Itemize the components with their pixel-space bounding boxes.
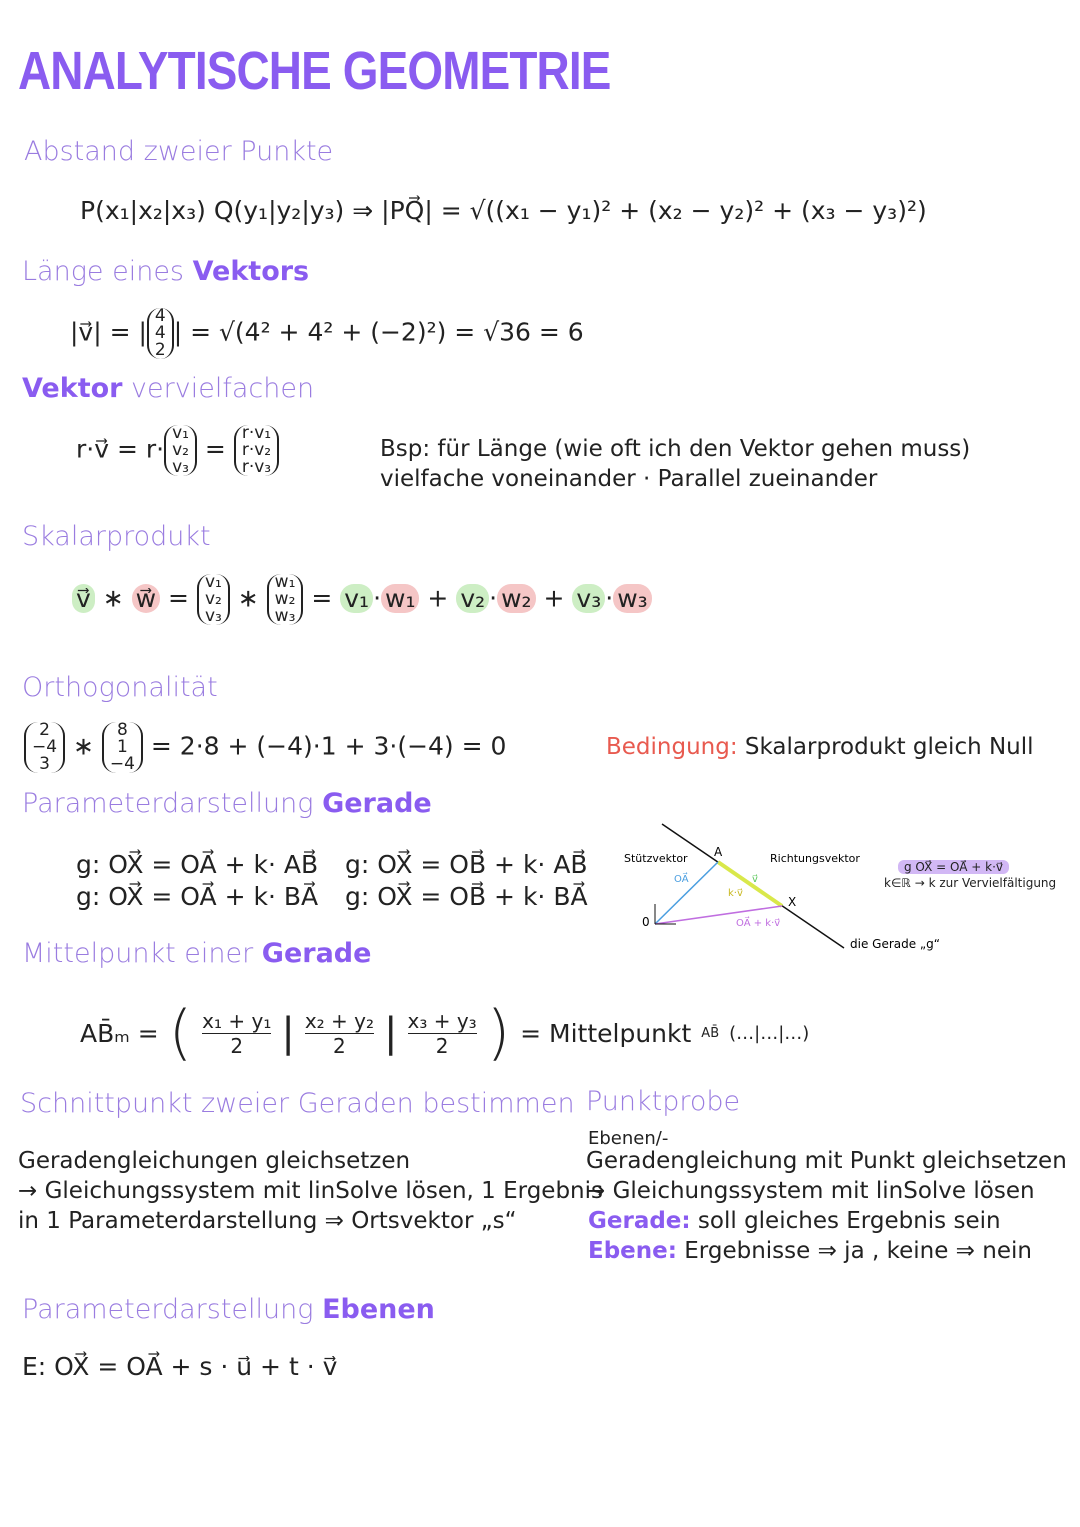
op: = [160, 583, 197, 613]
label-kv: k·v⃗ [728, 888, 743, 899]
label-v: v⃗ [752, 874, 758, 885]
fraction [408, 1009, 477, 1058]
vector [164, 425, 197, 476]
heading-text: Parameterdarstellung [22, 788, 323, 819]
heading-text: Länge eines [22, 256, 193, 287]
note-vielfache: vielfache voneinander · Parallel zueinander [380, 466, 878, 492]
schnitt-line: Geradengleichungen gleichsetzen [18, 1148, 411, 1174]
label-oa: OA⃗ [674, 874, 689, 885]
label-gerade: Gerade: [588, 1208, 691, 1234]
op: ∗ [229, 583, 267, 613]
heading-laenge [22, 256, 309, 287]
vec-entry: w₃ [274, 606, 296, 626]
formula-ebene: E: OX⃗ = OA⃗ + s · u⃗ + t · v⃗ [22, 1352, 338, 1381]
vec-entry: v₃ [172, 457, 189, 477]
fraction [202, 1009, 271, 1058]
denominator: 2 [333, 1033, 346, 1058]
vec-entry: w₂ [274, 589, 296, 609]
label-sum: OA⃗ + k·v⃗ [736, 918, 781, 929]
page-title: ANALYTISCHE GEOMETRIE [18, 41, 611, 101]
heading-bold: Ebenen [322, 1294, 435, 1325]
formula-abstand: P(x₁|x₂|x₃) Q(y₁|y₂|y₃) ⇒ |PQ⃗| = √((x₁ − y₁)² + (x₂ − y₂)² + (x₃ − y₃)²) [80, 196, 927, 225]
oa-arrow [655, 862, 718, 924]
vec-entry: −4 [109, 754, 135, 774]
probe-line: Ebenen/- [588, 1128, 669, 1149]
vec-entry: r·v₃ [241, 457, 272, 477]
vector-w: w⃗ [132, 584, 160, 613]
vec-entry: v₁ [172, 423, 189, 443]
probe-line: → Gleichungssystem mit linSolve lösen [586, 1178, 1035, 1204]
heading-schnitt: Schnittpunkt zweier Geraden bestimmen [20, 1088, 575, 1119]
heading-abstand: Abstand zweier Punkte [24, 136, 334, 167]
text-ebene: Ergebnisse ⇒ ja , keine ⇒ nein [676, 1238, 1032, 1264]
gerade-eq: g: OX⃗ = OA⃗ + k· BA⃗ [76, 882, 319, 911]
vec-entry: 8 [117, 720, 128, 740]
def-formula: g OX⃗ = OA⃗ + k·v⃗ [898, 860, 1009, 874]
formula-mittel [80, 998, 809, 1068]
heading-ortho: Orthogonalität [22, 672, 218, 703]
heading-ebenen [22, 1294, 435, 1325]
diagram-def [898, 860, 1009, 874]
heading-text: Mittelpunkt einer [22, 938, 262, 969]
formula-laenge [70, 308, 584, 359]
vec-entry: −4 [32, 737, 58, 757]
formula-part: |v⃗| = | [70, 317, 147, 347]
separator: | [384, 1010, 398, 1056]
paren: ) [486, 998, 511, 1068]
vec-entry: r·v₂ [241, 440, 272, 460]
formula-skalar: v⃗ ∗ w⃗ = v₁ v₂ v₃ ∗ w₁ w₂ w₃ = v₁ · w₁ + v₂ · w₂ + v₃ · w₃ [72, 574, 652, 625]
formula-vervielfachen [76, 425, 279, 476]
vec-entry: r·v₁ [241, 423, 272, 443]
denominator: 2 [230, 1033, 244, 1058]
formula-part: = [196, 434, 234, 464]
label-stuetz: Stützvektor [624, 852, 688, 865]
label-x: X [788, 895, 797, 909]
label-ebene: Ebene: [588, 1238, 677, 1264]
vec-entry: v₂ [172, 440, 189, 460]
gerade-eq: g: OX⃗ = OA⃗ + k· AB⃗ [76, 850, 319, 879]
vec-entry: 2 [39, 720, 50, 740]
heading-text: vervielfachen [122, 373, 315, 404]
vec-entry: 1 [117, 737, 128, 757]
gerade-diagram [610, 820, 1050, 960]
vector [24, 722, 65, 773]
formula-ortho: 2 −4 3 ∗ 8 1 −4 = 2·8 + (−4)·1 + 3·(−4) = 0 [24, 722, 506, 773]
term: v₃ [572, 584, 605, 613]
heading-gerade [22, 788, 432, 819]
schnitt-line: in 1 Parameterdarstellung ⇒ Ortsvektor „s“ [18, 1208, 517, 1234]
formula-part: = Mittelpunkt [520, 1018, 692, 1048]
term: w₂ [497, 584, 535, 613]
diagram-k-note: k∈ℝ → k zur Vervielfältigung [884, 876, 1057, 890]
term: v₁ [340, 584, 373, 613]
vec-entry: 2 [154, 340, 166, 360]
heading-bold: Vektor [22, 373, 123, 404]
k-v-segment [718, 862, 782, 906]
vector [102, 722, 143, 773]
heading-text: Parameterdarstellung [22, 1294, 323, 1325]
heading-bold: Gerade [322, 788, 432, 819]
paren: ( [168, 998, 193, 1068]
vector [267, 574, 304, 625]
vector-v: v⃗ [72, 584, 95, 613]
heading-skalar: Skalarprodukt [22, 521, 211, 552]
label-a: A [714, 845, 723, 859]
vec-entry: 4 [154, 323, 166, 343]
bedingung [606, 734, 1034, 760]
vec-entry: v₁ [204, 572, 222, 592]
formula-part: | = √(4² + 4² + (−2)²) = √36 = 6 [173, 317, 584, 347]
numerator: x₂ + y₂ [304, 1008, 375, 1033]
formula-part: (…|…|…) [729, 1022, 810, 1044]
fraction [305, 1009, 374, 1058]
probe-ebene [588, 1238, 1032, 1264]
op: ∗ [94, 583, 132, 613]
schnitt-line: → Gleichungssystem mit linSolve lösen, 1 Ergebnis [18, 1178, 603, 1204]
text-gerade: soll gleiches Ergebnis sein [690, 1208, 1001, 1234]
heading-bold: Gerade [261, 938, 372, 969]
label-gerade-g: die Gerade „g“ [850, 937, 940, 951]
heading-vervielfachen [22, 373, 314, 404]
vector [147, 308, 174, 359]
label-richtung: Richtungsvektor [770, 852, 860, 865]
vec-entry: v₃ [204, 606, 222, 626]
vec-entry: 4 [154, 306, 166, 326]
heading-probe: Punktprobe [586, 1086, 741, 1117]
subscript: AB̄ [701, 1025, 720, 1041]
probe-line: Geradengleichung mit Punkt gleichsetzen [586, 1148, 1067, 1174]
formula-part: r·v⃗ = r· [76, 434, 165, 464]
vec-entry: 3 [39, 754, 50, 774]
numerator: x₃ + y₃ [407, 1008, 477, 1033]
term: w₁ [381, 584, 419, 613]
term: v₂ [456, 584, 489, 613]
bedingung-label: Bedingung: [606, 734, 738, 760]
term: w₃ [613, 584, 651, 613]
probe-gerade [588, 1208, 1001, 1234]
gerade-eq: g: OX⃗ = OB⃗ + k· AB⃗ [345, 850, 588, 879]
denominator: 2 [435, 1033, 449, 1058]
formula-part: = 2·8 + (−4)·1 + 3·(−4) = 0 [142, 731, 507, 761]
note-bsp: Bsp: für Länge (wie oft ich den Vektor gehen muss) [380, 436, 971, 462]
vector [197, 574, 230, 625]
label-origin: 0 [642, 915, 650, 929]
separator: | [281, 1010, 295, 1056]
heading-mittel [22, 938, 371, 969]
heading-bold: Vektors [192, 256, 310, 287]
vector [234, 425, 279, 476]
numerator: x₁ + y₁ [202, 1008, 272, 1033]
formula-part: AB̄ₘ = [80, 1018, 159, 1048]
vec-entry: w₁ [274, 572, 296, 592]
vec-entry: v₂ [204, 589, 222, 609]
bedingung-text: Skalarprodukt gleich Null [737, 734, 1034, 760]
op: = [303, 583, 341, 613]
gerade-eq: g: OX⃗ = OB⃗ + k· BA⃗ [345, 882, 588, 911]
